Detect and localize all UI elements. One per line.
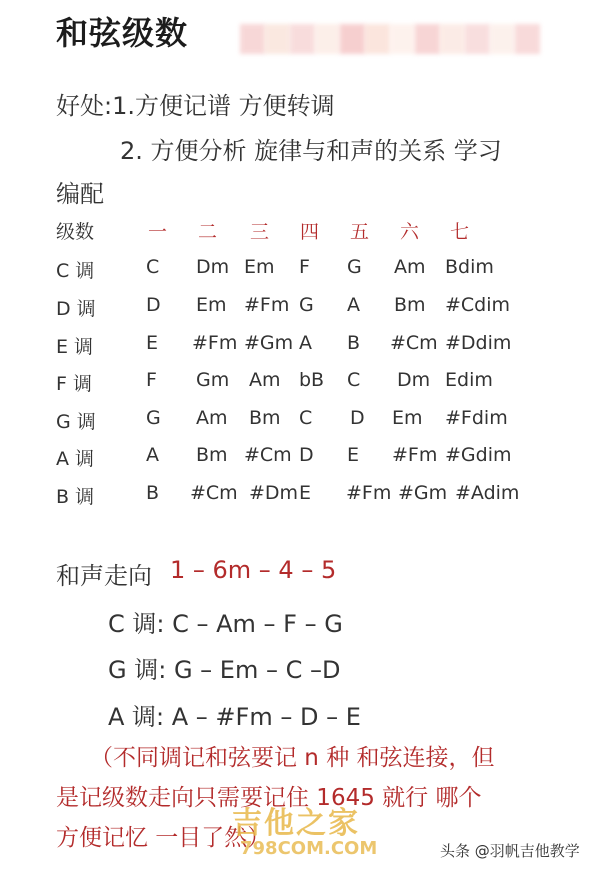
- header-cell: 一: [148, 221, 168, 243]
- table-cell: B 调: [56, 486, 95, 508]
- table-row: [0, 482, 600, 518]
- table-row: [0, 332, 600, 368]
- header-cell: 三: [250, 221, 270, 243]
- table-cell: C: [299, 407, 313, 429]
- benefit-line-2: 2. 方便分析 旋律与和声的关系 学习: [120, 137, 502, 165]
- table-cell: Em: [196, 294, 227, 316]
- table-cell: Am: [394, 256, 426, 278]
- table-row: [0, 369, 600, 405]
- header-cell: 级数: [56, 221, 95, 243]
- header-cell: 七: [450, 221, 470, 243]
- table-cell: #Fm: [192, 332, 238, 354]
- table-row: [0, 407, 600, 443]
- table-cell: E: [146, 332, 159, 354]
- progression-example: G 调: G – Em – C –D: [108, 656, 341, 684]
- table-cell: C: [146, 256, 160, 278]
- table-cell: D: [146, 294, 161, 316]
- table-cell: #Ddim: [445, 332, 512, 354]
- table-cell: B: [146, 482, 160, 504]
- table-cell: Am: [249, 369, 281, 391]
- table-cell: #Cm: [190, 482, 238, 504]
- note-line: （不同调记和弦要记 n 种 和弦连接，但: [90, 745, 495, 771]
- watermark-url: 798COM.COM: [240, 838, 378, 859]
- table-cell: G 调: [56, 411, 96, 433]
- table-cell: #Fm: [392, 444, 438, 466]
- table-cell: F 调: [56, 373, 92, 395]
- table-cell: bB: [299, 369, 325, 391]
- table-cell: #Fm: [244, 294, 290, 316]
- table-cell: F: [146, 369, 157, 391]
- table-cell: F: [299, 256, 310, 278]
- table-cell: G: [146, 407, 161, 429]
- table-cell: Bm: [196, 444, 228, 466]
- table-cell: G: [299, 294, 314, 316]
- table-cell: C 调: [56, 260, 95, 282]
- header-cell: 五: [350, 221, 370, 243]
- author-credit: 头条 @羽帆吉他教学: [440, 842, 580, 860]
- page-title: 和弦级数: [56, 14, 189, 52]
- benefit-line-3: 编配: [56, 180, 104, 208]
- table-cell: #Dm: [249, 482, 299, 504]
- table-cell: B: [347, 332, 361, 354]
- table-cell: Bdim: [445, 256, 494, 278]
- table-cell: D 调: [56, 298, 96, 320]
- table-header-row: [0, 217, 600, 253]
- table-cell: D: [299, 444, 314, 466]
- table-row: [0, 294, 600, 330]
- table-cell: Am: [196, 407, 228, 429]
- table-cell: Em: [392, 407, 423, 429]
- note-line: 方便记忆 一目了然）: [56, 825, 271, 851]
- table-cell: Gm: [196, 369, 230, 391]
- table-cell: #Fm: [346, 482, 392, 504]
- table-cell: A 调: [56, 448, 95, 470]
- header-cell: 四: [300, 221, 320, 243]
- progression-example: C 调: C – Am – F – G: [108, 610, 343, 638]
- table-cell: #Gm: [244, 332, 294, 354]
- table-cell: A: [347, 294, 360, 316]
- table-cell: Bm: [394, 294, 426, 316]
- note-line: 是记级数走向只需要记住 1645 就行 哪个: [56, 785, 482, 811]
- table-cell: #Gdim: [445, 444, 512, 466]
- table-cell: C: [347, 369, 361, 391]
- table-cell: #Adim: [455, 482, 520, 504]
- header-cell: 六: [400, 221, 420, 243]
- table-cell: D: [350, 407, 365, 429]
- table-cell: Dm: [196, 256, 230, 278]
- table-cell: Em: [244, 256, 275, 278]
- table-cell: E 调: [56, 336, 94, 358]
- progression-example: A 调: A – #Fm – D – E: [108, 703, 361, 731]
- blurred-redaction: [240, 24, 540, 54]
- table-cell: #Cdim: [445, 294, 511, 316]
- table-cell: Edim: [445, 369, 493, 391]
- table-cell: A: [146, 444, 159, 466]
- header-cell: 二: [198, 221, 218, 243]
- table-cell: #Cm: [244, 444, 292, 466]
- watermark-logo: 吉他之家: [232, 806, 360, 841]
- table-row: [0, 444, 600, 480]
- table-cell: E: [299, 482, 312, 504]
- table-cell: E: [347, 444, 360, 466]
- benefit-line-1: 好处:1.方便记谱 方便转调: [56, 92, 335, 120]
- table-cell: #Fdim: [445, 407, 508, 429]
- table-cell: A: [299, 332, 312, 354]
- table-cell: Bm: [249, 407, 281, 429]
- table-cell: Dm: [397, 369, 431, 391]
- table-cell: #Cm: [390, 332, 438, 354]
- table-cell: #Gm: [398, 482, 448, 504]
- progression-label: 和声走向: [56, 562, 152, 590]
- table-row: [0, 256, 600, 292]
- table-cell: G: [347, 256, 362, 278]
- progression-value: 1 – 6m – 4 – 5: [170, 556, 337, 584]
